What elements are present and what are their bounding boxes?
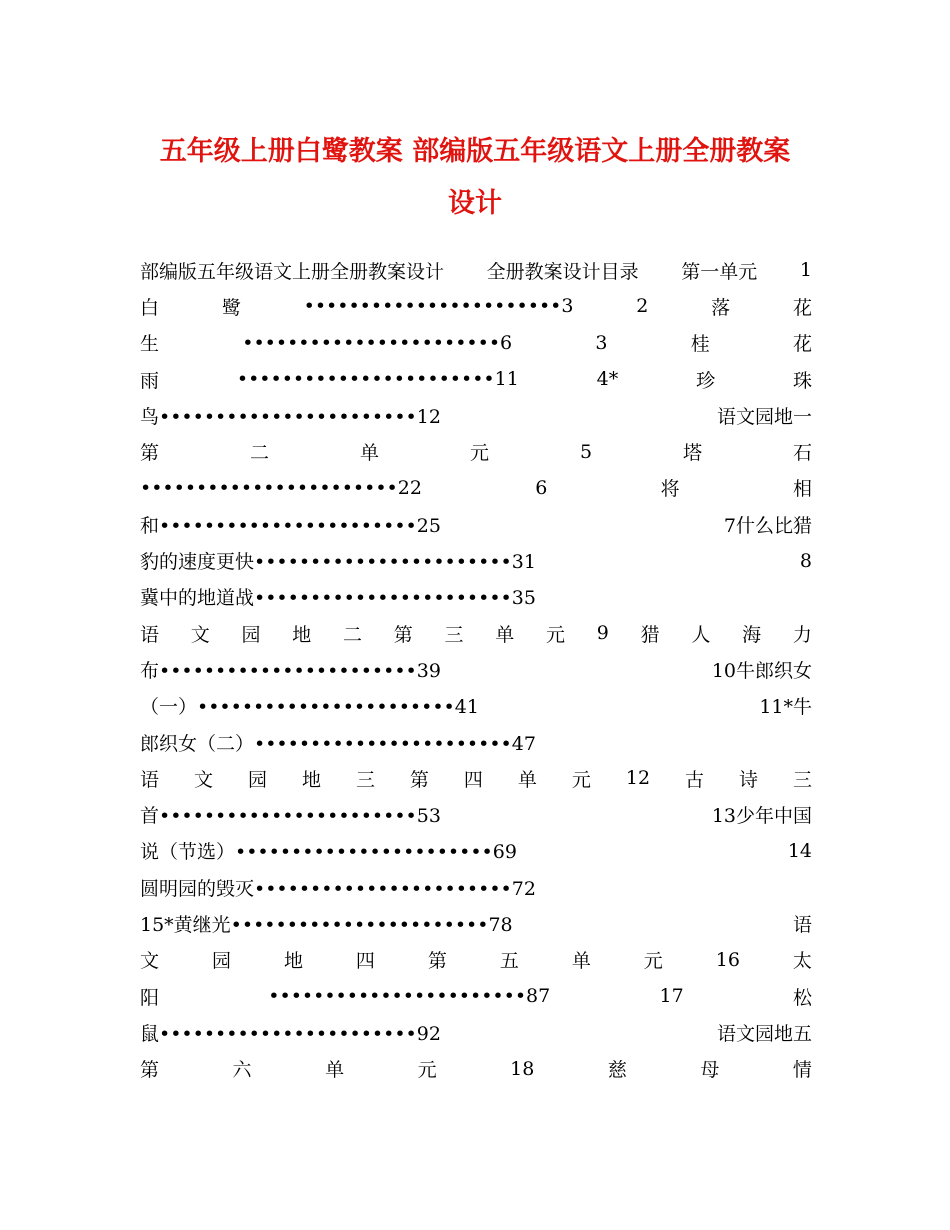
text-segment: 文 [193,768,213,791]
text-segment: 圆明园的毁灭•••••••••••••••••••••••72 [140,877,536,900]
text-segment: 人 [691,623,711,646]
text-segment: 园 [247,768,267,791]
text-segment: 五 [499,950,519,973]
text-segment: 冀中的地道战•••••••••••••••••••••••35 [140,587,536,610]
text-segment: •••••••••••••••••••••••87 [268,985,551,1008]
text-segment: 阳 [140,986,160,1009]
text-segment: 文 [140,950,160,973]
text-line [140,942,812,978]
text-segment: （一）•••••••••••••••••••••••41 [140,696,479,719]
text-segment: 郎织女（二）•••••••••••••••••••••••47 [140,732,536,755]
text-segment: 地 [292,623,312,646]
text-segment: 元 [417,1059,437,1082]
text-segment: 18 [510,1057,535,1080]
text-segment: 四 [355,950,375,973]
text-segment: 4* [596,368,619,391]
text-segment: 园 [241,623,261,646]
title-line: 设计 [448,188,502,219]
text-line [140,978,812,1014]
text-segment: 11*牛 [759,696,812,719]
text-segment: 5 [579,440,593,463]
text-segment: 12 [625,767,651,790]
text-line [140,470,812,506]
text-segment: 17 [659,985,684,1008]
document-body [140,252,812,1087]
text-segment: 单 [359,442,379,465]
text-line [140,433,812,469]
text-line [140,796,812,832]
text-segment: 猎 [640,623,660,646]
text-segment: 7什么比猎 [723,514,812,537]
text-segment: 诗 [739,768,759,791]
text-line [140,905,812,941]
text-line [140,252,812,288]
text-segment: 单 [571,950,591,973]
text-segment: 13少年中国 [711,805,812,828]
text-line [140,506,812,542]
text-segment: 豹的速度更快•••••••••••••••••••••••31 [140,551,536,574]
text-line [140,760,812,796]
text-segment: 语 [140,768,160,791]
text-segment: 母 [700,1059,720,1082]
text-segment: 雨 [140,369,160,392]
text-segment: 文 [190,623,210,646]
text-line [140,869,812,905]
text-segment: 石 [792,442,812,465]
text-segment: 古 [685,768,705,791]
text-segment: 地 [283,950,303,973]
text-segment: 鹭 [221,296,241,319]
text-segment: 珍 [696,369,716,392]
text-segment: 16 [715,948,740,971]
title-line: 五年级上册白鹭教案 部编版五年级语文上册全册教案 [159,136,791,167]
text-line [140,579,812,615]
text-line [140,1014,812,1050]
text-line [140,361,812,397]
text-segment: 松 [792,986,812,1009]
text-line [140,325,812,361]
text-segment: 慈 [607,1059,627,1082]
text-segment: 单 [517,768,537,791]
text-segment: 海 [742,623,762,646]
text-line [140,542,812,578]
text-segment: 元 [643,950,663,973]
text-segment: 语 [140,623,160,646]
text-segment: 生 [140,333,160,356]
text-segment: 部编版五年级语文上册全册教案设计 [140,260,445,283]
text-segment: 语 [792,913,812,936]
text-segment: 三 [792,768,812,791]
text-segment: •••••••••••••••••••••••22 [140,476,422,499]
text-segment: 园 [211,950,231,973]
text-segment: 6 [535,476,548,499]
text-segment: 花 [792,333,812,356]
text-segment: 鸟•••••••••••••••••••••••12 [140,405,441,428]
text-segment: 桂 [690,333,710,356]
text-line [140,288,812,324]
text-segment: 14 [787,839,812,862]
document-title [100,126,850,230]
text-segment: 3 [595,331,608,354]
text-line [140,651,812,687]
text-segment: 布•••••••••••••••••••••••39 [140,659,441,682]
text-line [140,724,812,760]
text-line [140,833,812,869]
text-segment: 9 [596,622,609,645]
text-segment: 元 [546,623,566,646]
text-segment: 单 [325,1059,345,1082]
text-segment: 落 [711,296,731,319]
text-segment: 和•••••••••••••••••••••••25 [140,514,441,537]
text-segment: 地 [301,768,321,791]
text-segment: 鼠•••••••••••••••••••••••92 [140,1022,441,1045]
text-segment: 三 [444,623,464,646]
text-segment: 8 [799,549,812,572]
text-segment: •••••••••••••••••••••••6 [242,331,513,354]
text-segment: •••••••••••••••••••••••3 [303,295,574,318]
text-segment: 语文园地一 [716,405,812,428]
text-segment: 塔 [683,442,703,465]
text-segment: 相 [792,478,812,501]
text-segment: 语文园地五 [716,1022,812,1045]
text-segment: 太 [792,950,812,973]
text-segment: 元 [571,768,591,791]
text-segment: 情 [792,1059,812,1082]
text-segment: 三 [355,768,375,791]
text-segment: 第 [409,768,429,791]
text-line [140,615,812,651]
text-segment: 将 [660,478,680,501]
text-line [140,397,812,433]
text-segment: 第 [140,1059,160,1082]
text-segment: 第 [393,623,413,646]
text-segment: 10牛郎织女 [711,659,812,682]
text-segment: 说（节选）•••••••••••••••••••••••69 [140,841,517,864]
text-segment: 单 [495,623,515,646]
text-segment: 15*黄继光•••••••••••••••••••••••78 [140,913,513,936]
text-segment: 花 [792,296,812,319]
text-segment: 二 [249,442,269,465]
text-segment: 珠 [792,369,812,392]
text-segment: 第一单元 [681,260,758,283]
text-segment: 1 [799,259,812,282]
text-segment: 全册教案设计目录 [486,260,639,283]
text-segment: 四 [463,768,483,791]
text-segment: 第 [140,442,160,465]
text-segment: 首•••••••••••••••••••••••53 [140,805,441,828]
text-segment: 白 [140,296,160,319]
text-segment: 力 [792,623,812,646]
text-segment: 二 [343,623,363,646]
text-line [140,688,812,724]
text-segment: 六 [232,1059,252,1082]
text-line [140,1051,812,1087]
text-segment: 2 [636,295,649,318]
text-segment: 第 [427,950,447,973]
text-segment: •••••••••••••••••••••••11 [236,368,519,391]
text-segment: 元 [469,442,489,465]
